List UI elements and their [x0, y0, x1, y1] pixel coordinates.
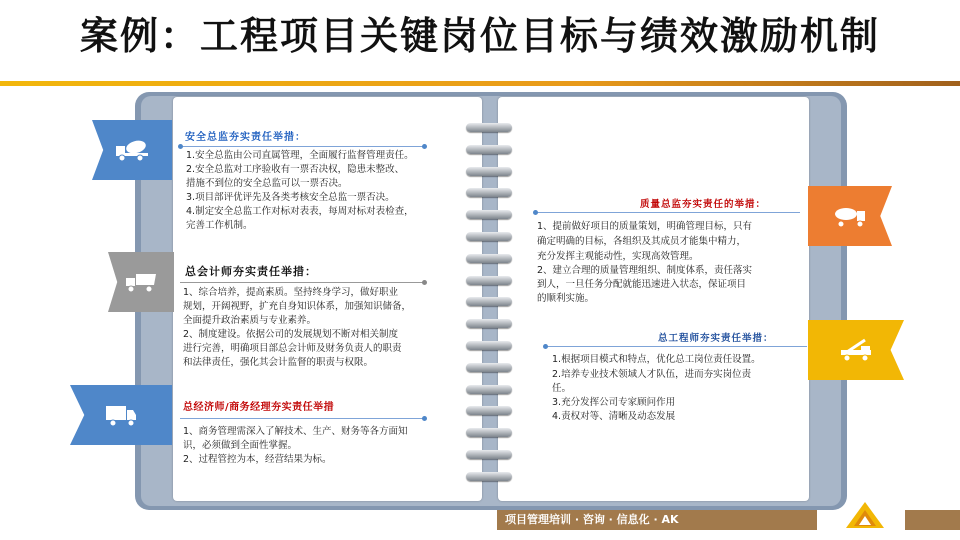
- binding-ring: [466, 188, 512, 197]
- engineer-line: 2.培养专业技术领域人才队伍，进而夯实岗位责: [552, 369, 752, 380]
- accountant-divider: [180, 282, 424, 283]
- accountant-heading: 总会计师夯实责任举措：: [185, 265, 317, 278]
- accountant-line: 1、综合培养，提高素质。坚持终身学习，做好职业: [183, 287, 399, 298]
- economist-line: 识，必须做到全面性掌握。: [183, 440, 298, 451]
- mixer-truck-icon: [833, 204, 867, 228]
- binding-ring: [466, 319, 512, 328]
- accountant-line: 进行完善，明确项目部总会计师及财务负责人的职责: [183, 343, 402, 354]
- accountant-line: 2、制度建设。依据公司的发展规划不断对相关制度: [183, 329, 399, 340]
- quality-line: 确定明确的目标，各组织及其成员才能集中精力，: [537, 236, 747, 247]
- binding-ring: [466, 254, 512, 263]
- safety-divider: [180, 146, 424, 147]
- accountant-line: 和法律责任，强化其会计监督的职责与权限。: [183, 357, 374, 368]
- binding-ring: [466, 167, 512, 176]
- economist-line: 2、过程管控为本，经营结果为标。: [183, 454, 332, 465]
- binding-ring: [466, 341, 512, 350]
- binding-ring: [466, 450, 512, 459]
- quality-line: 充分发挥主观能动性，实现高效管理。: [537, 251, 699, 262]
- accountant-line: 全面提升政治素质与专业素养。: [183, 315, 317, 326]
- binding-ring: [466, 428, 512, 437]
- tab-engineer: [808, 320, 904, 380]
- binding-ring: [466, 385, 512, 394]
- concrete-mixer-truck-icon: [115, 138, 149, 162]
- quality-divider-dot: [533, 210, 538, 215]
- accountant-line: 规划，开阔视野，扩充自身知识体系，加强知识储备，: [183, 301, 412, 312]
- safety-divider-dot: [178, 144, 183, 149]
- safety-line: 1.安全总监由公司直属管理，全面履行监督管理责任。: [186, 150, 414, 161]
- safety-line: 措施不到位的安全总监可以一票否决。: [186, 178, 348, 189]
- binding-ring: [466, 363, 512, 372]
- safety-line: 3.项目部评优评先及各类考核安全总监一票否决。: [186, 192, 395, 203]
- safety-heading: 安全总监夯实责任举措：: [185, 132, 306, 143]
- engineer-heading: 总工程师夯实责任举措：: [658, 333, 774, 344]
- safety-line: 2.安全总监对工序验收有一票否决权，隐患未整改、: [186, 164, 405, 175]
- title-divider: [0, 81, 960, 86]
- binding-ring: [466, 145, 512, 154]
- quality-line: 2、建立合理的质量管理组织、制度体系，责任落实: [537, 265, 753, 276]
- tab-accountant: [108, 252, 174, 312]
- golden-logo: [840, 500, 890, 538]
- engineer-line: 4.责权对等、清晰及动态发展: [552, 411, 676, 422]
- safety-line: 4.制定安全总监工作对标对表表，每周对标对表检查，: [186, 206, 414, 217]
- quality-line: 的顺利实施。: [537, 293, 595, 304]
- binding-ring: [466, 123, 512, 132]
- tab-quality: [808, 186, 892, 246]
- quality-line: 到人，一旦任务分配就能迅速进入状态，保证项目: [537, 279, 747, 290]
- safety-line: 完善工作机制。: [186, 220, 253, 231]
- engineer-divider: [545, 346, 807, 347]
- binding-ring: [466, 297, 512, 306]
- binding-ring: [466, 472, 512, 481]
- footer-banner: 项目管理培训 · 咨询 · 信息化 · AK: [497, 510, 817, 530]
- economist-line: 1、商务管理需深入了解技术、生产、财务等各方面知: [183, 426, 408, 437]
- safety-divider-dot: [422, 144, 427, 149]
- economist-divider-dot: [422, 416, 427, 421]
- quality-line: 1、提前做好项目的质量策划，明确管理目标，只有: [537, 221, 753, 232]
- page-title: 案例：工程项目关键岗位目标与绩效激励机制: [79, 14, 880, 58]
- binding-ring: [466, 406, 512, 415]
- delivery-truck-icon: [104, 403, 138, 427]
- crane-truck-icon: [839, 338, 873, 362]
- economist-heading: 总经济师/商务经理夯实责任举措: [183, 402, 335, 413]
- dump-truck-icon: [124, 270, 158, 294]
- binding-ring: [466, 232, 512, 241]
- quality-heading: 质量总监夯实责任的举措：: [640, 199, 767, 210]
- engineer-line: 3.充分发挥公司专家顾问作用: [552, 397, 676, 408]
- binding-ring: [466, 210, 512, 219]
- tab-safety: [92, 120, 172, 180]
- accountant-divider-dot: [422, 280, 427, 285]
- engineer-divider-dot: [543, 344, 548, 349]
- engineer-line: 任。: [552, 383, 572, 394]
- economist-divider: [180, 418, 424, 419]
- footer-strip: [905, 510, 960, 530]
- quality-divider: [535, 212, 800, 213]
- tab-economist: [70, 385, 172, 445]
- engineer-line: 1.根据项目模式和特点，优化总工岗位责任设置。: [552, 354, 761, 365]
- binding-ring: [466, 276, 512, 285]
